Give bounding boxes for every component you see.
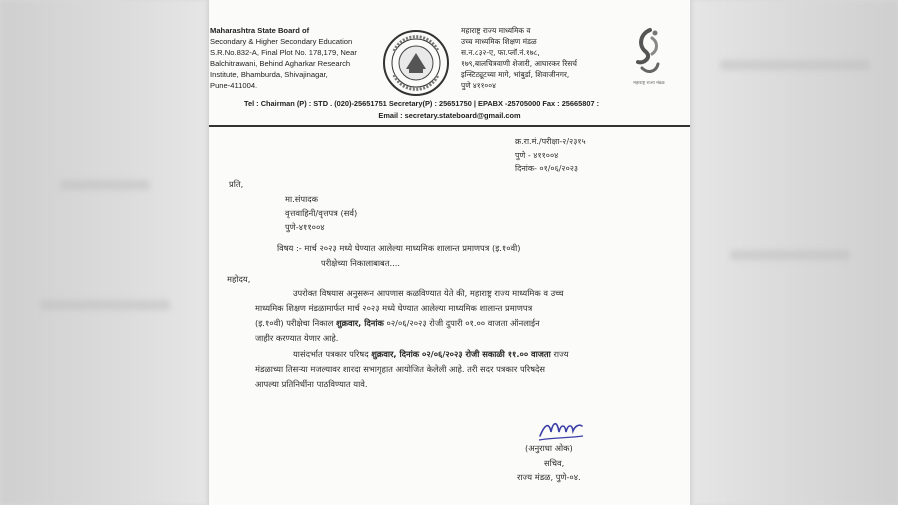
- blurred-backdrop-text: [40, 300, 170, 310]
- letterhead-mr-line: १७९,बालचित्रवाणी शेजारी, आघारकर रिसर्च: [461, 59, 577, 68]
- letterhead-en-line: Balchitrawani, Behind Agharkar Research: [210, 59, 351, 68]
- body-text: राज्य: [550, 349, 569, 359]
- letterhead-marathi: [461, 25, 611, 91]
- background-left: [0, 0, 210, 505]
- signatory-title: सचिव,: [544, 458, 565, 468]
- recipient-line: पुणे-४११००४: [285, 222, 325, 232]
- body-text: (इ.१०वी) परीक्षेचा निकाल: [255, 318, 337, 328]
- blurred-backdrop-text: [730, 250, 850, 260]
- letterhead-divider: [209, 125, 690, 127]
- letterhead-english: [210, 25, 385, 91]
- logo-caption: महाराष्ट्र राज्य मंडळ: [633, 81, 665, 86]
- body-text: ०२/०६/२०२३ रोजी दुपारी ०१.०० वाजता ऑनलाईन: [383, 318, 540, 328]
- body-line: आपल्या प्रतिनिधींना पाठविण्यात यावे.: [255, 379, 368, 389]
- subject-line: विषय :- मार्च २०२३ मध्ये घेण्यात आलेल्या माध्यमिक शालान्त प्रमाणपत्र (इ.१०वी): [277, 243, 521, 253]
- reference-date: दिनांक- ०१/०६/२०२३: [515, 164, 579, 173]
- letterhead-mr-line: महाराष्ट्र राज्य माध्यमिक व: [461, 26, 531, 35]
- letterhead-en-line: Pune-411004.: [210, 81, 258, 90]
- body-text-bold: शुक्रवार, दिनांक ०२/०६/२०२३ रोजी सकाळी ११.०० वाजता: [371, 349, 551, 359]
- signatory-name: (अनुराधा ओक): [525, 443, 573, 453]
- recipient-line: वृत्तवाहिनी/वृत्तपत्र (सर्व): [285, 208, 358, 218]
- body-line: [255, 318, 540, 329]
- blurred-backdrop-text: [720, 60, 870, 70]
- board-seal-icon: [382, 29, 450, 97]
- signature-icon: [537, 414, 587, 444]
- body-line: मंडळाच्या तिसऱ्या मजल्यावर शारदा सभागृहात आयोजित केलेली आहे. तरी सदर पत्रकार परिषदेस: [255, 364, 546, 374]
- body-text: यासंदर्भात पत्रकार परिषद: [293, 349, 372, 359]
- letterhead-en-line: Secondary & Higher Secondary Education: [210, 37, 353, 46]
- letterhead-mr-line: स.न.८३२-ए, फा.प्लॉ.नं.१७८,: [461, 48, 540, 57]
- recipient-line: मा.संपादक: [285, 194, 318, 204]
- body-line: माध्यमिक शिक्षण मंडळामार्फत मार्च २०२३ मध्ये घेण्यात आलेल्या माध्यमिक शालान्त प्रमाणपत्र: [255, 303, 533, 313]
- letterhead-mr-line: उच्च माध्यमिक शिक्षण मंडळ: [461, 37, 537, 46]
- blurred-backdrop-text: [60, 180, 150, 190]
- letterhead-en-line: S.R.No.832-A, Final Plot No. 178,179, Near: [210, 48, 357, 57]
- letterhead-mr-line: इन्स्टिट्यूटच्या मागे, भांबुर्डा, शिवाजीनगर,: [461, 70, 570, 79]
- subject-line: परीक्षेच्या निकालाबाबत....: [321, 258, 401, 268]
- body-text-bold: शुक्रवार, दिनांक: [336, 318, 384, 328]
- letterhead-mr-line: पुणे ४११००४: [461, 81, 496, 90]
- signatory-office: राज्य मंडळ, पुणे-०४.: [517, 472, 581, 482]
- letter-document: [209, 0, 690, 505]
- letterhead-en-line: Institute, Bhamburda, Shivajinagar,: [210, 70, 328, 79]
- letterhead-en-line: Maharashtra State Board of: [210, 26, 310, 35]
- body-line: जाहीर करण्यात येणार आहे.: [255, 333, 339, 343]
- reference-city: पुणे - ४११००४: [515, 151, 559, 160]
- reference-number: क्र.रा.मं./परीक्षा-२/२३१५: [515, 137, 586, 146]
- salutation: महोदय,: [227, 274, 251, 284]
- recipient-prati: प्रति,: [229, 179, 244, 189]
- contact-phone-line: Tel : Chairman (P) : STD . (020)-25651751 Secretary(P) : 25651750 | EPABX -25705000 Fax : 25665807 :: [244, 99, 600, 108]
- body-line: [293, 349, 569, 360]
- body-line: उपरोक्त विषयास अनुसरून आपणास कळविण्यात येते की, महाराष्ट्र राज्य माध्यमिक व उच्च: [293, 288, 564, 298]
- contact-email-line: Email : secretary.stateboard@gmail.com: [378, 111, 521, 120]
